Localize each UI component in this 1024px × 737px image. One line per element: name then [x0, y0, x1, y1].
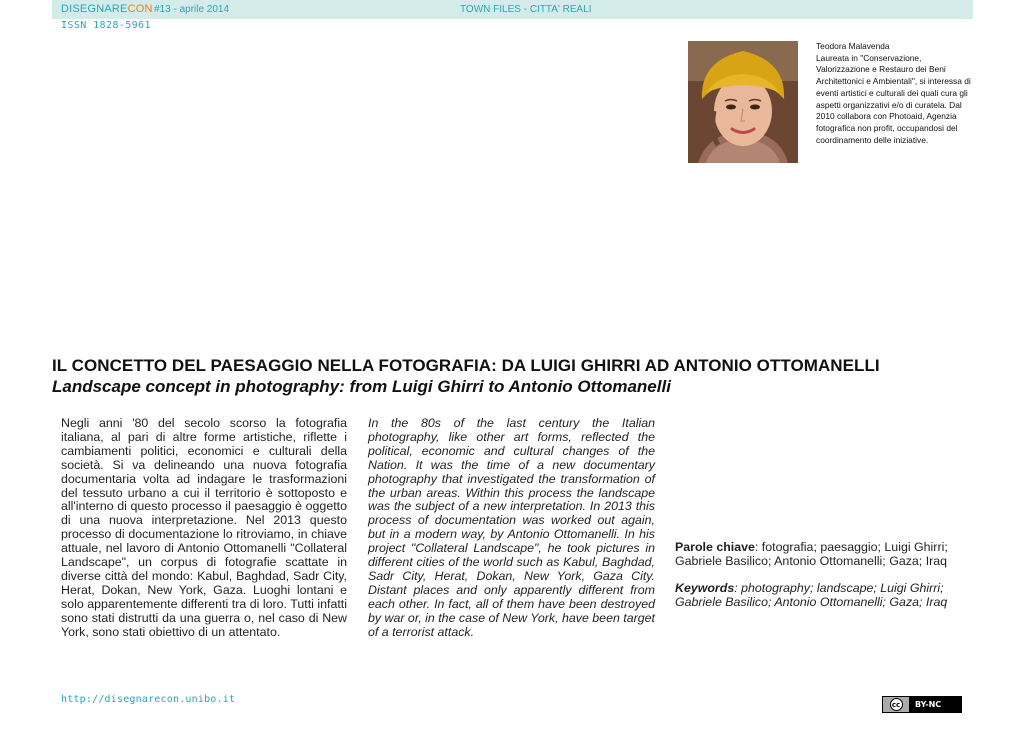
- author-photo: [688, 41, 798, 163]
- keywords-english-values: : photography; landscape; Luigi Ghirri; Gabriele Basilico; Antonio Ottomanelli; Gaza; Iraq: [675, 580, 948, 609]
- issue-number: #13 - aprile 2014: [154, 4, 230, 15]
- journal-url-link[interactable]: http://disegnarecon.unibo.it: [61, 694, 236, 705]
- issn: ISSN 1828-5961: [61, 20, 151, 31]
- cc-icon-text: cc: [890, 698, 903, 711]
- journal-brand[interactable]: [61, 3, 153, 15]
- section-title: TOWN FILES - CITTA' REALI: [460, 4, 592, 15]
- article-title-english: Landscape concept in photography: from Luigi Ghirri to Antonio Ottomanelli: [52, 377, 671, 396]
- header-bar: [52, 0, 973, 19]
- abstract-english: In the 80s of the last century the Italian photography, like other art forms, reflected the political, economic and cultural changes of the Nation. It was the time of a new documentary photography that investigated the transformation of the urban areas. Within this process the landscape was the subject of a new interpretation. In 2013 this process of documentation was worked out again, but in a modern way, by Antonio Ottomanelli. In his project "Collateral Landscape", he took pictures in different cities of the world such as Kabul, Baghdad, Sadr City, Herat, Dokan, New York, Gaza City. Distant places and only apparently different from each other. In fact, all of them have been destroyed by war or, in the case of New York, have been target of a terrorist attack.: [368, 416, 655, 639]
- author-description: Laureata in "Conservazione, Valorizzazione e Restauro dei Beni Architettonici e Ambientali", si interessa di eventi artistici e culturali dei quali cura gli aspetti organizzativi e/o di curatela. Dal 2010 collabora con Photoaid, Agenzia fotografica non profit, occupandosi del coordinamento delle iniziative.: [816, 52, 971, 145]
- keywords-italian-label: Parole chiave: [675, 540, 755, 554]
- keywords-english: [675, 582, 965, 610]
- cc-icon: [883, 697, 909, 712]
- keywords-italian: [675, 541, 965, 569]
- author-portrait-image: [688, 41, 798, 163]
- brand-main: DISEGNARE: [61, 3, 128, 15]
- license-label: BY-NC: [915, 700, 942, 709]
- keywords-section: [675, 541, 965, 623]
- abstract-italian: Negli anni '80 del secolo scorso la fotografia italiana, al pari di altre forme artistiche, riflette i cambiamenti politici, economici e culturali della società. Si va delineando una nuova fotografia documentaria volta ad indagare le trasformazioni del tessuto urbano a cui il territorio è sottoposto e all'interno di questo processo il paesaggio è oggetto di una nuova interpretazione. Nel 2013 questo processo di documentazione lo ritroviamo, in chiave attuale, nel lavoro di Antonio Ottomanelli "Collateral Landscape", un corpus di fotografie scattate in diverse città del mondo: Kabul, Baghdad, Sadr City, Herat, Dokan, New York, Gaza. Luoghi lontani e solo apparentemente differenti tra di loro. Tutti infatti sono stati distrutti da una guerra o, nel caso di New York, sono stati obiettivo di un attentato.: [61, 416, 347, 639]
- keywords-italian-values: : fotografia; paesaggio; Luigi Ghirri; Gabriele Basilico; Antonio Ottomanelli; Gaza; Iraq: [675, 540, 948, 568]
- brand-accent: CON: [127, 3, 153, 15]
- author-bio: [816, 41, 974, 146]
- author-name: Teodora Malavenda: [816, 41, 890, 51]
- keywords-english-label: Keywords: [675, 580, 735, 595]
- license-badge[interactable]: [882, 696, 962, 713]
- article-title-italian: IL CONCETTO DEL PAESAGGIO NELLA FOTOGRAFIA: DA LUIGI GHIRRI AD ANTONIO OTTOMANELLI: [52, 356, 880, 375]
